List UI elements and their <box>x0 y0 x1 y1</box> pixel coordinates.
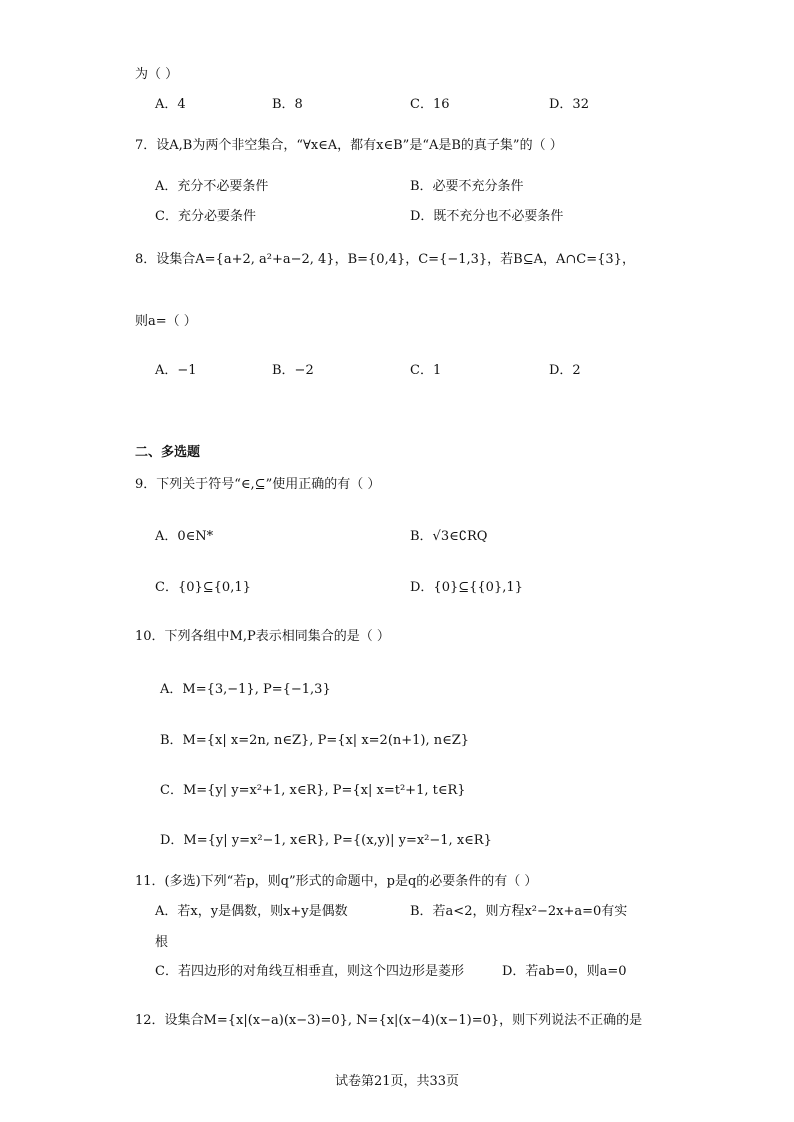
section-title: 二、多选题 <box>135 445 201 460</box>
q9-stem: 9．下列关于符号“∈,⊆”使用正确的有（ ） <box>135 477 381 492</box>
q8-option-b: B．−2 <box>272 363 314 378</box>
q11-option-d: D．若ab=0，则a=0 <box>502 964 627 979</box>
q9-option-c: C．{0}⊆{0,1} <box>155 580 251 595</box>
q8-stem: 8．设集合A={a+2, a²+a−2, 4}，B={0,4}，C={−1,3}，若B⊆A，A∩C={3}， <box>135 252 635 267</box>
q7-option-d: D．既不充分也不必要条件 <box>410 209 564 224</box>
q6-option-d: D．32 <box>549 97 589 112</box>
page-footer: 试卷第21页，共33页 <box>334 1074 460 1089</box>
q9-option-d: D．{0}⊆{{0},1} <box>410 580 523 595</box>
q6-option-c: C．16 <box>410 97 450 112</box>
q11-option-b: B．若a<2，则方程x²−2x+a=0有实 <box>410 904 628 919</box>
q9-option-a: A．0∈N* <box>155 529 214 544</box>
q12-stem: 12．设集合M={x|(x−a)(x−3)=0}, N={x|(x−4)(x−1)=0}，则下列说法不正确的是 <box>135 1013 643 1028</box>
q8-option-c: C．1 <box>410 363 442 378</box>
q10-option-b: B．M={x| x=2n, n∈Z}, P={x| x=2(n+1), n∈Z} <box>160 733 470 748</box>
q8-option-a: A．−1 <box>155 363 197 378</box>
q11-stem: 11．(多选)下列“若p，则q”形式的命题中，p是q的必要条件的有（ ） <box>135 874 538 889</box>
q10-option-d: D．M={y| y=x²−1, x∈R}, P={(x,y)| y=x²−1, x∈R} <box>160 833 492 848</box>
q6-option-b: B．8 <box>272 97 303 112</box>
q10-stem: 10．下列各组中M,P表示相同集合的是（ ） <box>135 629 390 644</box>
q10-option-a: A．M={3,−1}, P={−1,3} <box>160 682 331 697</box>
q9-option-b: B．√3∈∁RQ <box>410 529 488 544</box>
q7-option-a: A．充分不必要条件 <box>155 179 269 194</box>
q8-option-d: D．2 <box>549 363 581 378</box>
q11-option-c: C．若四边形的对角线互相垂直，则这个四边形是菱形 <box>155 964 464 979</box>
q10-option-c: C．M={y| y=x²+1, x∈R}, P={x| x=t²+1, t∈R} <box>160 783 466 798</box>
q7-stem: 7．设A,B为两个非空集合，“∀x∈A，都有x∈B”是“A是B的真子集”的（ ） <box>135 138 563 153</box>
q11-option-a: A．若x，y是偶数，则x+y是偶数 <box>155 904 348 919</box>
q11-option-b-continued: 根 <box>155 935 169 950</box>
q6-option-a: A．4 <box>155 97 186 112</box>
q7-option-b: B．必要不充分条件 <box>410 179 524 194</box>
q8-stem-continued: 则a=（ ） <box>135 314 197 329</box>
q7-option-c: C．充分必要条件 <box>155 209 256 224</box>
q6-tail: 为（ ） <box>135 67 179 82</box>
